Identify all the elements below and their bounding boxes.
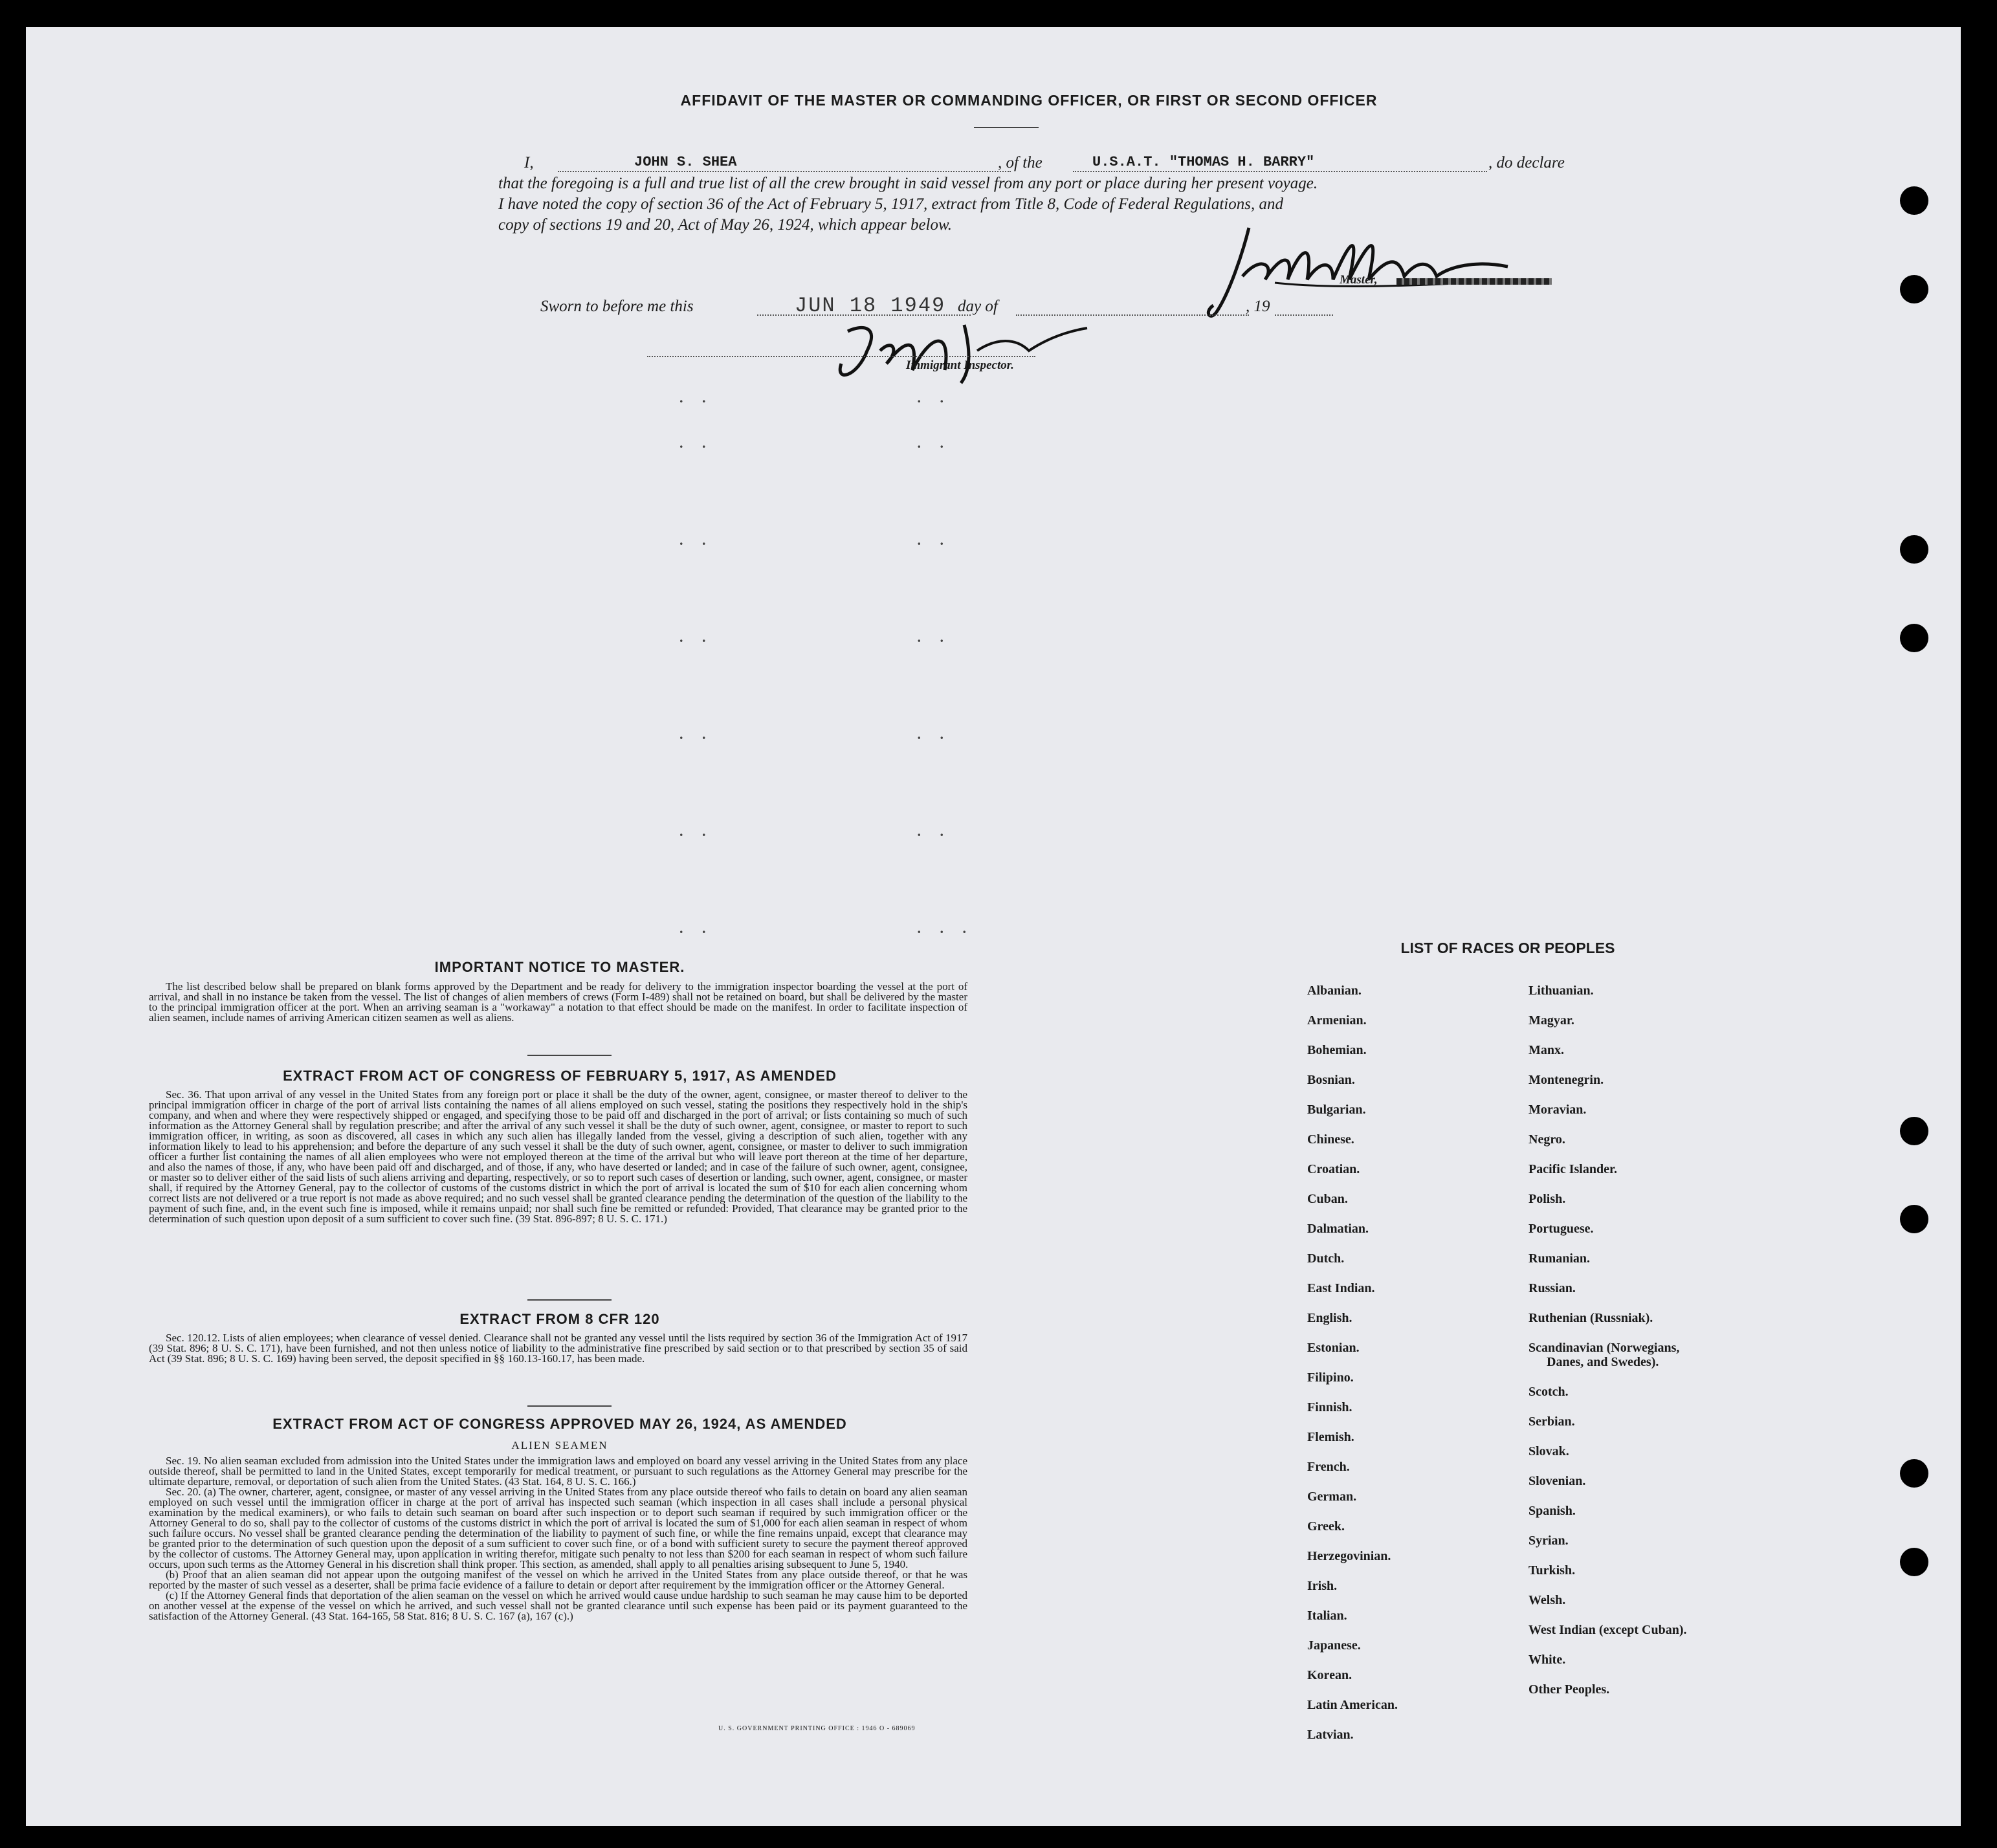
guide-dots: . . . .	[679, 435, 951, 451]
race-item: Polish.	[1528, 1192, 1566, 1206]
master-label: Master,	[1340, 273, 1378, 287]
races-right-column	[1528, 984, 1800, 1786]
races-title: LIST OF RACES OR PEOPLES	[1400, 940, 1615, 956]
race-item: Turkish.	[1528, 1563, 1576, 1578]
race-item: Cuban.	[1307, 1192, 1348, 1206]
race-item: Rumanian.	[1528, 1251, 1591, 1266]
do-declare-label: , do declare	[1488, 154, 1565, 171]
race-item: Albanian.	[1307, 984, 1362, 998]
race-item: Scandinavian (Norwegians,	[1528, 1341, 1680, 1355]
notice-paragraph: The list described below shall be prepared on blank forms approved by the Department and be ready for delivery to the immigration inspector boarding the vessel at the port of arrival, and shall in no instance be taken from the vessel. The list of changes of alien members of crews (Form I-489) shall not be retained on board, but shall be delivered by the master to the principal immigration officer at the port. When an arriving seaman is a "workaway" a notation to that effect should be made on the manifest. In order to facilitate inspection of alien seamen, include names of arriving American citizen seamen as well as aliens.	[149, 980, 967, 1024]
printer-line: U. S. GOVERNMENT PRINTING OFFICE : 1946 O - 689069	[718, 1725, 916, 1732]
race-item: Greek.	[1307, 1519, 1345, 1534]
binder-hole	[1900, 1548, 1928, 1576]
sworn-date-stamp: JUN 18 1949	[795, 294, 946, 318]
binder-hole	[1900, 1117, 1928, 1145]
affidavit-title: AFFIDAVIT OF THE MASTER OR COMMANDING OFFICER, OR FIRST OR SECOND OFFICER	[680, 92, 1378, 109]
race-item: Bohemian.	[1307, 1043, 1367, 1057]
guide-dots: . . . .	[679, 726, 951, 742]
binder-hole	[1900, 535, 1928, 564]
extract-1924-subtitle: ALIEN SEAMEN	[511, 1439, 608, 1451]
vessel-name-value: U.S.A.T. "THOMAS H. BARRY"	[1092, 154, 1315, 170]
race-item: West Indian (except Cuban).	[1528, 1623, 1687, 1637]
extract-1917-paragraph: Sec. 36. That upon arrival of any vessel in the United States from any foreign port or place it shall be the duty of the owner, agent, consignee, or master thereof to deliver to the principal immigration officer in charge of the port of arrival lists containing the names of all aliens employed on such vessel, stating the positions they respectively hold in the ship's company, and when and where they were respectively shipped or engaged, and specifying those to be paid off and discharged in the port of arrival; or lists containing so much of such information as the Attorney General shall by regulation prescribe; and after the arrival of any such vessel it shall be the duty of such owner, agent, consignee, or master to report to such immigration officer, in writing, as soon as discovered, all cases in which any such alien has illegally landed from the vessel, giving a description of such alien, together with any information likely to lead to his apprehension; and before the departure of any such vessel it shall be the duty of such owner, agent, consignee, or master to deliver to such immigration officer a further list containing the names of all alien employees who were not employed thereon at the time of the arrival but who will leave port thereon at the time of her departure, and also the names of those, if any, who have been paid off and discharged, and of those, if any, who have deserted or landed; and in case of the failure of such owner, agent, consignee, or master so to deliver either of the said lists of such aliens arriving and departing, respectively, or so to report such cases of desertion or landing, such owner, agent, consignee, or master shall, if required by the Attorney General, pay to the collector of customs of the customs district in which the port of arrival is located the sum of $10 for each alien concerning whom correct lists are not delivered or a true report is not made as above required; and no such vessel shall be granted clearance pending the determination of the question of the liability to the payment of such fine, and, in the event such fine is imposed, while it remains unpaid; nor shall such fine be remitted or refunded: Provided, That clearance may be granted prior to the determination of such question upon deposit of a sum sufficient to cover such fine. (39 Stat. 896-897; 8 U. S. C. 171.)	[149, 1088, 967, 1225]
race-item: Manx.	[1528, 1043, 1564, 1057]
extract-1917-text	[149, 1090, 967, 1224]
race-item: Slovenian.	[1528, 1474, 1586, 1488]
race-item: Dalmatian.	[1307, 1222, 1369, 1236]
vessel-name-line	[1073, 171, 1487, 172]
race-item: Armenian.	[1307, 1013, 1367, 1028]
race-item: Slovak.	[1528, 1444, 1569, 1458]
race-item: White.	[1528, 1653, 1566, 1667]
day-of-label: day of	[958, 298, 998, 315]
race-item: Irish.	[1307, 1579, 1338, 1593]
guide-dots: . . . .	[679, 532, 951, 548]
race-item: Serbian.	[1528, 1414, 1575, 1429]
binder-hole	[1900, 1459, 1928, 1488]
extract-1924-text	[149, 1456, 967, 1622]
binder-hole	[1900, 275, 1928, 303]
race-item: Ruthenian (Russniak).	[1528, 1311, 1653, 1325]
race-item: Welsh.	[1528, 1593, 1566, 1607]
race-item: Negro.	[1528, 1132, 1565, 1147]
guide-dots: . . . . .	[679, 920, 974, 936]
binder-hole	[1900, 186, 1928, 215]
race-item: Syrian.	[1528, 1534, 1569, 1548]
race-item: Japanese.	[1307, 1638, 1361, 1653]
sec20a-paragraph: Sec. 20. (a) The owner, charterer, agent, consignee, or master of any vessel arriving in the United States from any place outside thereof who fails to detain on board any alien seaman employed on such vessel until the immigration officer in charge at the port of arrival has inspected such seaman (which inspection in all cases shall include a personal physical examination by the medical examiners), or who fails to detain such seaman on board after such inspection or to deport such seaman if required by such immigration officer or the Attorney General to do so, shall pay to the collector of customs of the customs district in which the port of arrival is located the sum of $1,000 for each alien seaman in respect of whom such failure occurs. No vessel shall be granted clearance pending the determination of the liability to payment of such fine, or while the fine remains unpaid, except that clearance may be granted prior to the determination of such question upon the deposit of a sum sufficient to cover such fine, or of a bond with sufficient surety to secure the payment thereof approved by the collector of customs. The Attorney General may, upon application in writing therefor, mitigate such penalty to not less than $200 for each seaman in respect of whom such failure occurs, upon such terms as the Attorney General in his discretion shall think proper. This section, as amended, shall apply to all penalties arising subsequent to June 5, 1940.	[149, 1486, 967, 1570]
notice-title: IMPORTANT NOTICE TO MASTER.	[434, 959, 685, 975]
race-item: Flemish.	[1307, 1430, 1354, 1444]
struck-title	[1396, 278, 1552, 285]
race-item: Moravian.	[1528, 1103, 1587, 1117]
extract-1917-title: EXTRACT FROM ACT OF CONGRESS OF FEBRUARY 5, 1917, AS AMENDED	[283, 1068, 837, 1084]
extract-cfr-text	[149, 1333, 967, 1364]
race-item: Pacific Islander.	[1528, 1162, 1618, 1176]
race-item: Finnish.	[1307, 1400, 1352, 1414]
race-item: Danes, and Swedes).	[1547, 1355, 1659, 1369]
title-underline	[974, 127, 1039, 128]
sec20c-paragraph: (c) If the Attorney General finds that deportation of the alien seaman on the vessel on which he arrived would cause undue hardship to such seaman he may cause him to be deported on another vessel at the expense of the vessel on which he arrived, and such vessel shall not be granted clearance until such expense has been paid or its payment guaranteed to the satisfaction of the Attorney General. (43 Stat. 164-165, 58 Stat. 816; 8 U. S. C. 167 (a), 167 (c).)	[149, 1589, 967, 1622]
race-item: Filipino.	[1307, 1370, 1354, 1385]
inspector-signature	[822, 312, 1094, 396]
affidavit-body-line1: that the foregoing is a full and true list of all the crew brought in said vessel from any port or place during her present voyage.	[498, 175, 1318, 192]
race-item: Chinese.	[1307, 1132, 1354, 1147]
race-item: Russian.	[1528, 1281, 1576, 1295]
i-label: I,	[524, 154, 534, 171]
extract-cfr-title: EXTRACT FROM 8 CFR 120	[459, 1311, 660, 1327]
notice-divider	[527, 1055, 612, 1056]
document-page	[26, 27, 1961, 1826]
affidavit-body-line3: copy of sections 19 and 20, Act of May 26, 1924, which appear below.	[498, 216, 953, 234]
master-name-value: JOHN S. SHEA	[634, 154, 737, 170]
race-item: Croatian.	[1307, 1162, 1360, 1176]
race-item: Spanish.	[1528, 1504, 1576, 1518]
race-item: Italian.	[1307, 1609, 1347, 1623]
race-item: Bulgarian.	[1307, 1103, 1366, 1117]
race-item: Bosnian.	[1307, 1073, 1355, 1087]
sworn-label: Sworn to before me this	[540, 298, 694, 315]
race-item: Dutch.	[1307, 1251, 1345, 1266]
race-item: Korean.	[1307, 1668, 1352, 1682]
notice-text	[149, 982, 967, 1023]
extract-1924-title: EXTRACT FROM ACT OF CONGRESS APPROVED MAY 26, 1924, AS AMENDED	[272, 1416, 847, 1432]
affidavit-body-line2: I have noted the copy of section 36 of the Act of February 5, 1917, extract from Title 8, Code of Federal Regulations, and	[498, 195, 1283, 213]
race-item: Latin American.	[1307, 1698, 1398, 1712]
inspector-label: Immigrant Inspector.	[906, 358, 1014, 372]
guide-dots: . . . .	[679, 390, 951, 406]
extract-cfr-divider	[527, 1405, 612, 1407]
race-item: Other Peoples.	[1528, 1682, 1610, 1697]
race-item: French.	[1307, 1460, 1350, 1474]
guide-dots: . . . .	[679, 629, 951, 645]
year-line	[1275, 314, 1333, 316]
races-left-column	[1307, 984, 1501, 1786]
guide-dots: . . . .	[679, 823, 951, 839]
binder-hole	[1900, 624, 1928, 652]
binder-hole	[1900, 1205, 1928, 1233]
of-the-label: , of the	[998, 154, 1043, 171]
race-item: Magyar.	[1528, 1013, 1574, 1028]
race-item: East Indian.	[1307, 1281, 1375, 1295]
race-item: Herzegovinian.	[1307, 1549, 1391, 1563]
sec19-paragraph: Sec. 19. No alien seaman excluded from admission into the United States under the immigration laws and employed on board any vessel arriving in the United States from any place outside thereof, shall be permitted to land in the United States, except temporarily for medical treatment, or pursuant to such regulations as the Attorney General may prescribe for the ultimate departure, removal, or deportation of such alien from the United States. (43 Stat. 164, 8 U. S. C. 166.)	[149, 1455, 967, 1488]
extract-cfr-paragraph: Sec. 120.12. Lists of alien employees; when clearance of vessel denied. Clearance shall not be granted any vessel until the lists required by section 36 of the Immigration Act of 1917 (39 Stat. 896; 8 U. S. C. 171), have been furnished, and not then unless notice of liability to the administrative fine prescribed by said section or to that prescribed by section 35 of said Act (39 Stat. 896; 8 U. S. C. 169) having been served, the deposit specified in §§ 160.13-160.17, has been made.	[149, 1332, 967, 1365]
race-item: Latvian.	[1307, 1728, 1354, 1742]
race-item: Montenegrin.	[1528, 1073, 1604, 1087]
inspector-line	[647, 356, 1035, 357]
race-item: Estonian.	[1307, 1341, 1360, 1355]
master-name-line	[558, 171, 1011, 172]
year-label: , 19	[1246, 298, 1270, 315]
extract-1917-divider	[527, 1299, 612, 1301]
sec20b-paragraph: (b) Proof that an alien seaman did not appear upon the outgoing manifest of the vessel on which he arrived in the United States from any place outside thereof, or that he was reported by the master of such vessel as a deserter, shall be prima facie evidence of a failure to detain or deport after requirement by the immigration officer or the Attorney General.	[149, 1568, 967, 1591]
race-item: German.	[1307, 1490, 1357, 1504]
race-item: Portuguese.	[1528, 1222, 1594, 1236]
race-item: Lithuanian.	[1528, 984, 1594, 998]
race-item: English.	[1307, 1311, 1352, 1325]
race-item: Scotch.	[1528, 1385, 1569, 1399]
